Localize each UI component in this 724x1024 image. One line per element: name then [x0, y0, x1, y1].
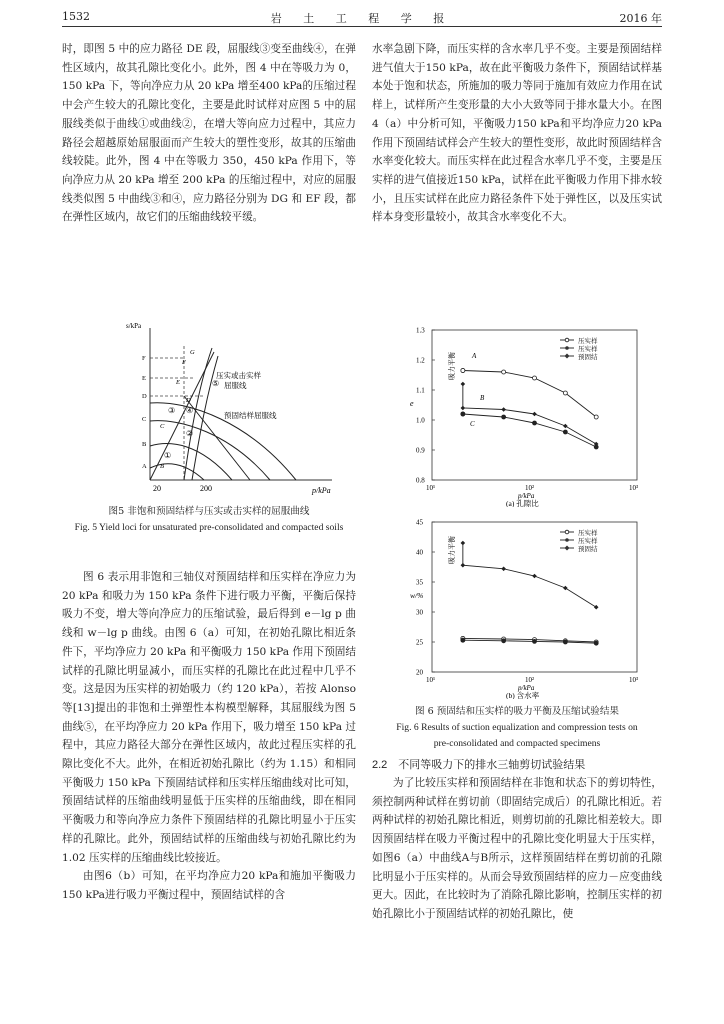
y-axis-label: s/kPa [126, 322, 142, 330]
annotation-suction: 吸力平衡 [448, 536, 456, 564]
label-C: C [470, 420, 475, 428]
data-point [501, 407, 506, 412]
subplot-title: (a) 孔隙比 [506, 499, 539, 507]
legend-label: 预固结 [578, 354, 598, 361]
legend-label: 压实样 [578, 538, 598, 545]
data-point [533, 376, 537, 380]
x-tick-200: 200 [200, 484, 212, 493]
caption-en: pre-consolidated and compacted specimens [433, 738, 601, 749]
x-tick-label: 10³ [629, 484, 639, 492]
data-point [461, 406, 466, 411]
data-point [501, 567, 506, 572]
x-tick-label: 10² [525, 676, 535, 684]
series-line [463, 543, 596, 607]
data-point [563, 430, 567, 434]
annotation-compacted-2: 屈服线 [224, 381, 247, 390]
figure-6b-water-content [410, 514, 660, 699]
header-rule [62, 26, 662, 27]
point-label: B [160, 463, 164, 470]
annotation-suction: 吸力平衡 [448, 352, 456, 380]
y-tick-label: E [142, 375, 146, 382]
data-point [461, 563, 466, 568]
data-point [532, 574, 537, 579]
y-axis-label: w/% [410, 591, 424, 600]
left-column-top-text [62, 40, 356, 227]
x-tick-20: 20 [153, 484, 161, 493]
x-axis-label: p/kPa [518, 684, 535, 692]
curve-label: ② [186, 429, 194, 438]
data-point [502, 370, 506, 374]
legend-label: 预固结 [578, 546, 598, 553]
section-heading: 2.2 不同等吸力下的排水三轴剪切试验结果 [372, 759, 586, 771]
y-tick-label: 35 [416, 578, 423, 587]
data-point [563, 391, 567, 395]
y-tick-label: 1.0 [416, 416, 425, 425]
x-tick-label: 10¹ [426, 484, 436, 492]
x-axis-label: p/kPa [312, 486, 331, 495]
series-line [463, 414, 596, 447]
data-point [461, 412, 465, 416]
label-B: B [480, 394, 485, 402]
page-header [62, 8, 662, 28]
data-point [461, 369, 465, 373]
annotation-compacted: 压实或击实样 [216, 371, 261, 380]
y-tick-label: 1.1 [416, 386, 425, 395]
right-column-bottom-text [372, 774, 662, 924]
data-point [461, 382, 466, 387]
caption-en: Fig. 6 Results of suction equalization and compression tests on [396, 722, 638, 733]
curve-label: ③ [168, 406, 176, 415]
y-tick-label: F [142, 355, 146, 362]
left-column-bottom-text [62, 568, 356, 905]
paragraph: 图 6 表示用非饱和三轴仪对预固结样和压实样在净应力为 20 kPa 和吸力为 150 kPa 条件下进行吸力平衡，平衡后保持吸力不变，增大等向净应力的压缩试验，最后得到 e－lg p 曲线和 w－lg p 曲线。由图 6（a）可知，在初始孔隙比相近条件下，平均净应力 20 kPa 和平衡吸力 150 kPa 作用下预固结试样的孔隙比明显减小，而压实样的孔隙比在此过程中几乎不变。这是因为压实样的初始吸力（约 120 kPa），若按 Alonso 等[13]提出的非饱和土弹塑性本构模型解释，其屈服线为图 5 曲线⑤，在平均净应力 20 kPa 作用下，吸力增至 150 kPa 过程中，其应力路径大部分在弹性区域内，故此过程压实样的孔隙比变化不大。此外，在相近初始孔隙比（约为 1.15）和相同平衡吸力 150 kPa 下预固结试样和压实样压缩曲线对比可知，预固结试样的压缩曲线明显低于压实样的压缩曲线，即在相同平衡吸力和等向净应力条件下预固结样的孔隙比明显小于压实样的孔隙比。此外，预固结试样的压缩曲线与初始孔隙比约为 1.02 压实样的压缩曲线比较接近。 [62, 571, 356, 864]
data-point [502, 639, 506, 643]
series-line [463, 384, 596, 444]
data-point [532, 412, 537, 417]
y-tick-label: 30 [416, 608, 423, 617]
legend-label: 压实样 [578, 530, 598, 537]
x-tick-label: 10¹ [426, 676, 436, 684]
y-tick-label: 1.2 [416, 356, 425, 365]
data-point [533, 421, 537, 425]
data-point [594, 605, 599, 610]
subplot-title: (b) 含水率 [506, 691, 540, 699]
label-A: A [472, 352, 477, 360]
x-tick-label: 10² [525, 484, 535, 492]
series-line [463, 640, 596, 643]
legend [560, 528, 598, 553]
yield-curve-compacted [192, 356, 218, 480]
data-point [594, 641, 598, 645]
y-tick-label: 25 [416, 638, 423, 647]
figure-5-caption [62, 504, 356, 536]
journal-name: 岩 土 工 程 学 报 [270, 12, 454, 25]
collapse-line [150, 352, 214, 480]
figure-5-yield-loci [120, 318, 340, 496]
legend [560, 336, 598, 361]
y-tick-label: B [142, 441, 147, 448]
figure-6a-void-ratio [410, 322, 660, 507]
point-label: C [160, 423, 165, 430]
y-axis-label: e [410, 399, 414, 408]
y-tick-label: 40 [416, 548, 423, 557]
caption-en: Fig. 5 Yield loci for unsaturated pre-consolidated and compacted soils [74, 522, 344, 533]
x-axis-label: p/kPa [518, 492, 535, 500]
point-label: F [182, 359, 186, 366]
point-label: D [186, 397, 191, 404]
y-tick-label: 1.3 [416, 326, 425, 335]
annotation-preconsolidated: 预固结样屈服线 [224, 411, 277, 420]
paragraph: 水率急剧下降，而压实样的含水率几乎不变。主要是预固结样进气值大于150 kPa，故在此平衡吸力条件下，预固结试样基本处于饱和状态，所施加的吸力等同于施加有效应力作用在试样上，试样所产生变形量的大小大致等同于排水量大小。在图4（a）中分析可知，平衡吸力150 kPa和平均净应力20 kPa作用下预固结试样会产生较大的塑性变形，故此时预固结样含水率变化较大。而压实样在此过程含水率几乎不变，主要是压实样的进气值接近150 kPa，试样在此平衡吸力作用下排水较小，且压实试样在此应力路径条件下处于弹性区，以及压实试样本身变形量较小，故其含水率变化不大。 [372, 43, 662, 224]
legend-label: 压实样 [578, 338, 598, 345]
caption-cn: 图 6 预固结和压实样的吸力平衡及压缩试验结果 [414, 706, 620, 717]
data-point [563, 424, 568, 429]
figure-6-caption [372, 704, 662, 752]
y-tick-label: 45 [416, 518, 423, 527]
y-tick-label: D [142, 393, 147, 400]
data-point [461, 638, 465, 642]
curve-label: ① [164, 451, 172, 460]
paragraph: 由图6（b）可知，在平均净应力20 kPa和施加平衡吸力150 kPa进行吸力平衡过程中，预固结试样的含 [62, 870, 356, 901]
data-point [502, 415, 506, 419]
data-point [563, 586, 568, 591]
data-point [461, 541, 466, 546]
point-label: E [176, 379, 180, 386]
data-point [533, 639, 537, 643]
yield-curve-1 [150, 464, 204, 480]
point-label: G [190, 349, 195, 356]
caption-cn: 图5 非饱和预固结样与压实或击实样的屈服曲线 [108, 506, 310, 517]
curve-label: ⑤ [212, 379, 220, 388]
legend-label: 压实样 [578, 346, 598, 353]
y-tick-label: 0.9 [416, 446, 425, 455]
y-tick-label: C [142, 416, 147, 423]
issue-year: 2016 年 [619, 12, 662, 25]
y-tick-label: A [142, 463, 147, 470]
data-point [563, 640, 567, 644]
yield-curve-2 [150, 444, 232, 480]
paragraph: 时，即图 5 中的应力路径 DE 段，屈服线③变至曲线④，在弹性区域内，故其孔隙比变化小。此外，图 4 中在等吸力为 0，150 kPa 下，等向净应力从 20 kPa 增至400 kPa的压缩过程中会产生较大的孔隙比变化，主要是此时试样对应图 5 中的屈服线类似于曲线①或曲线②，在增大等向应力过程中，其应力路径会超越原始屈服面而产生较大的塑性变形，故其的压缩曲线较陡。此外，图 4 中在等吸力 350，450 kPa 作用下，等向净应力从 20 kPa 增至 200 kPa 的压缩过程中，对应的屈服线类似图 5 中曲线③和④，应力路径分别为 DG 和 EF 段，都在弹性区域内，故它们的压缩曲线较平缓。 [62, 43, 356, 224]
paragraph: 为了比较压实样和预固结样在非饱和状态下的剪切特性，须控制两种试样在剪切前（即固结完成后）的孔隙比相近。若两种试样的初始孔隙比相近，则剪切前的孔隙比相差较大。即因预固结样在吸力平衡过程中的孔隙比变化明显大于压实样，如图6（a）中曲线A与B所示，这样预固结样在剪切前的孔隙比明显小于压实样的。从而会导致预固结样的应力－应变曲线更大。因此，在比较时为了消除孔隙比影响，控制压实样的初始孔隙比小于预固结试样的初始孔隙比，使 [372, 777, 662, 920]
page-number: 1532 [62, 10, 90, 23]
curve-label: ④ [186, 406, 194, 415]
data-point [594, 415, 598, 419]
y-tick-label: 0.8 [416, 476, 425, 485]
right-column-top-text [372, 40, 662, 227]
y-tick-label: 20 [416, 668, 423, 677]
x-tick-label: 10³ [629, 676, 639, 684]
